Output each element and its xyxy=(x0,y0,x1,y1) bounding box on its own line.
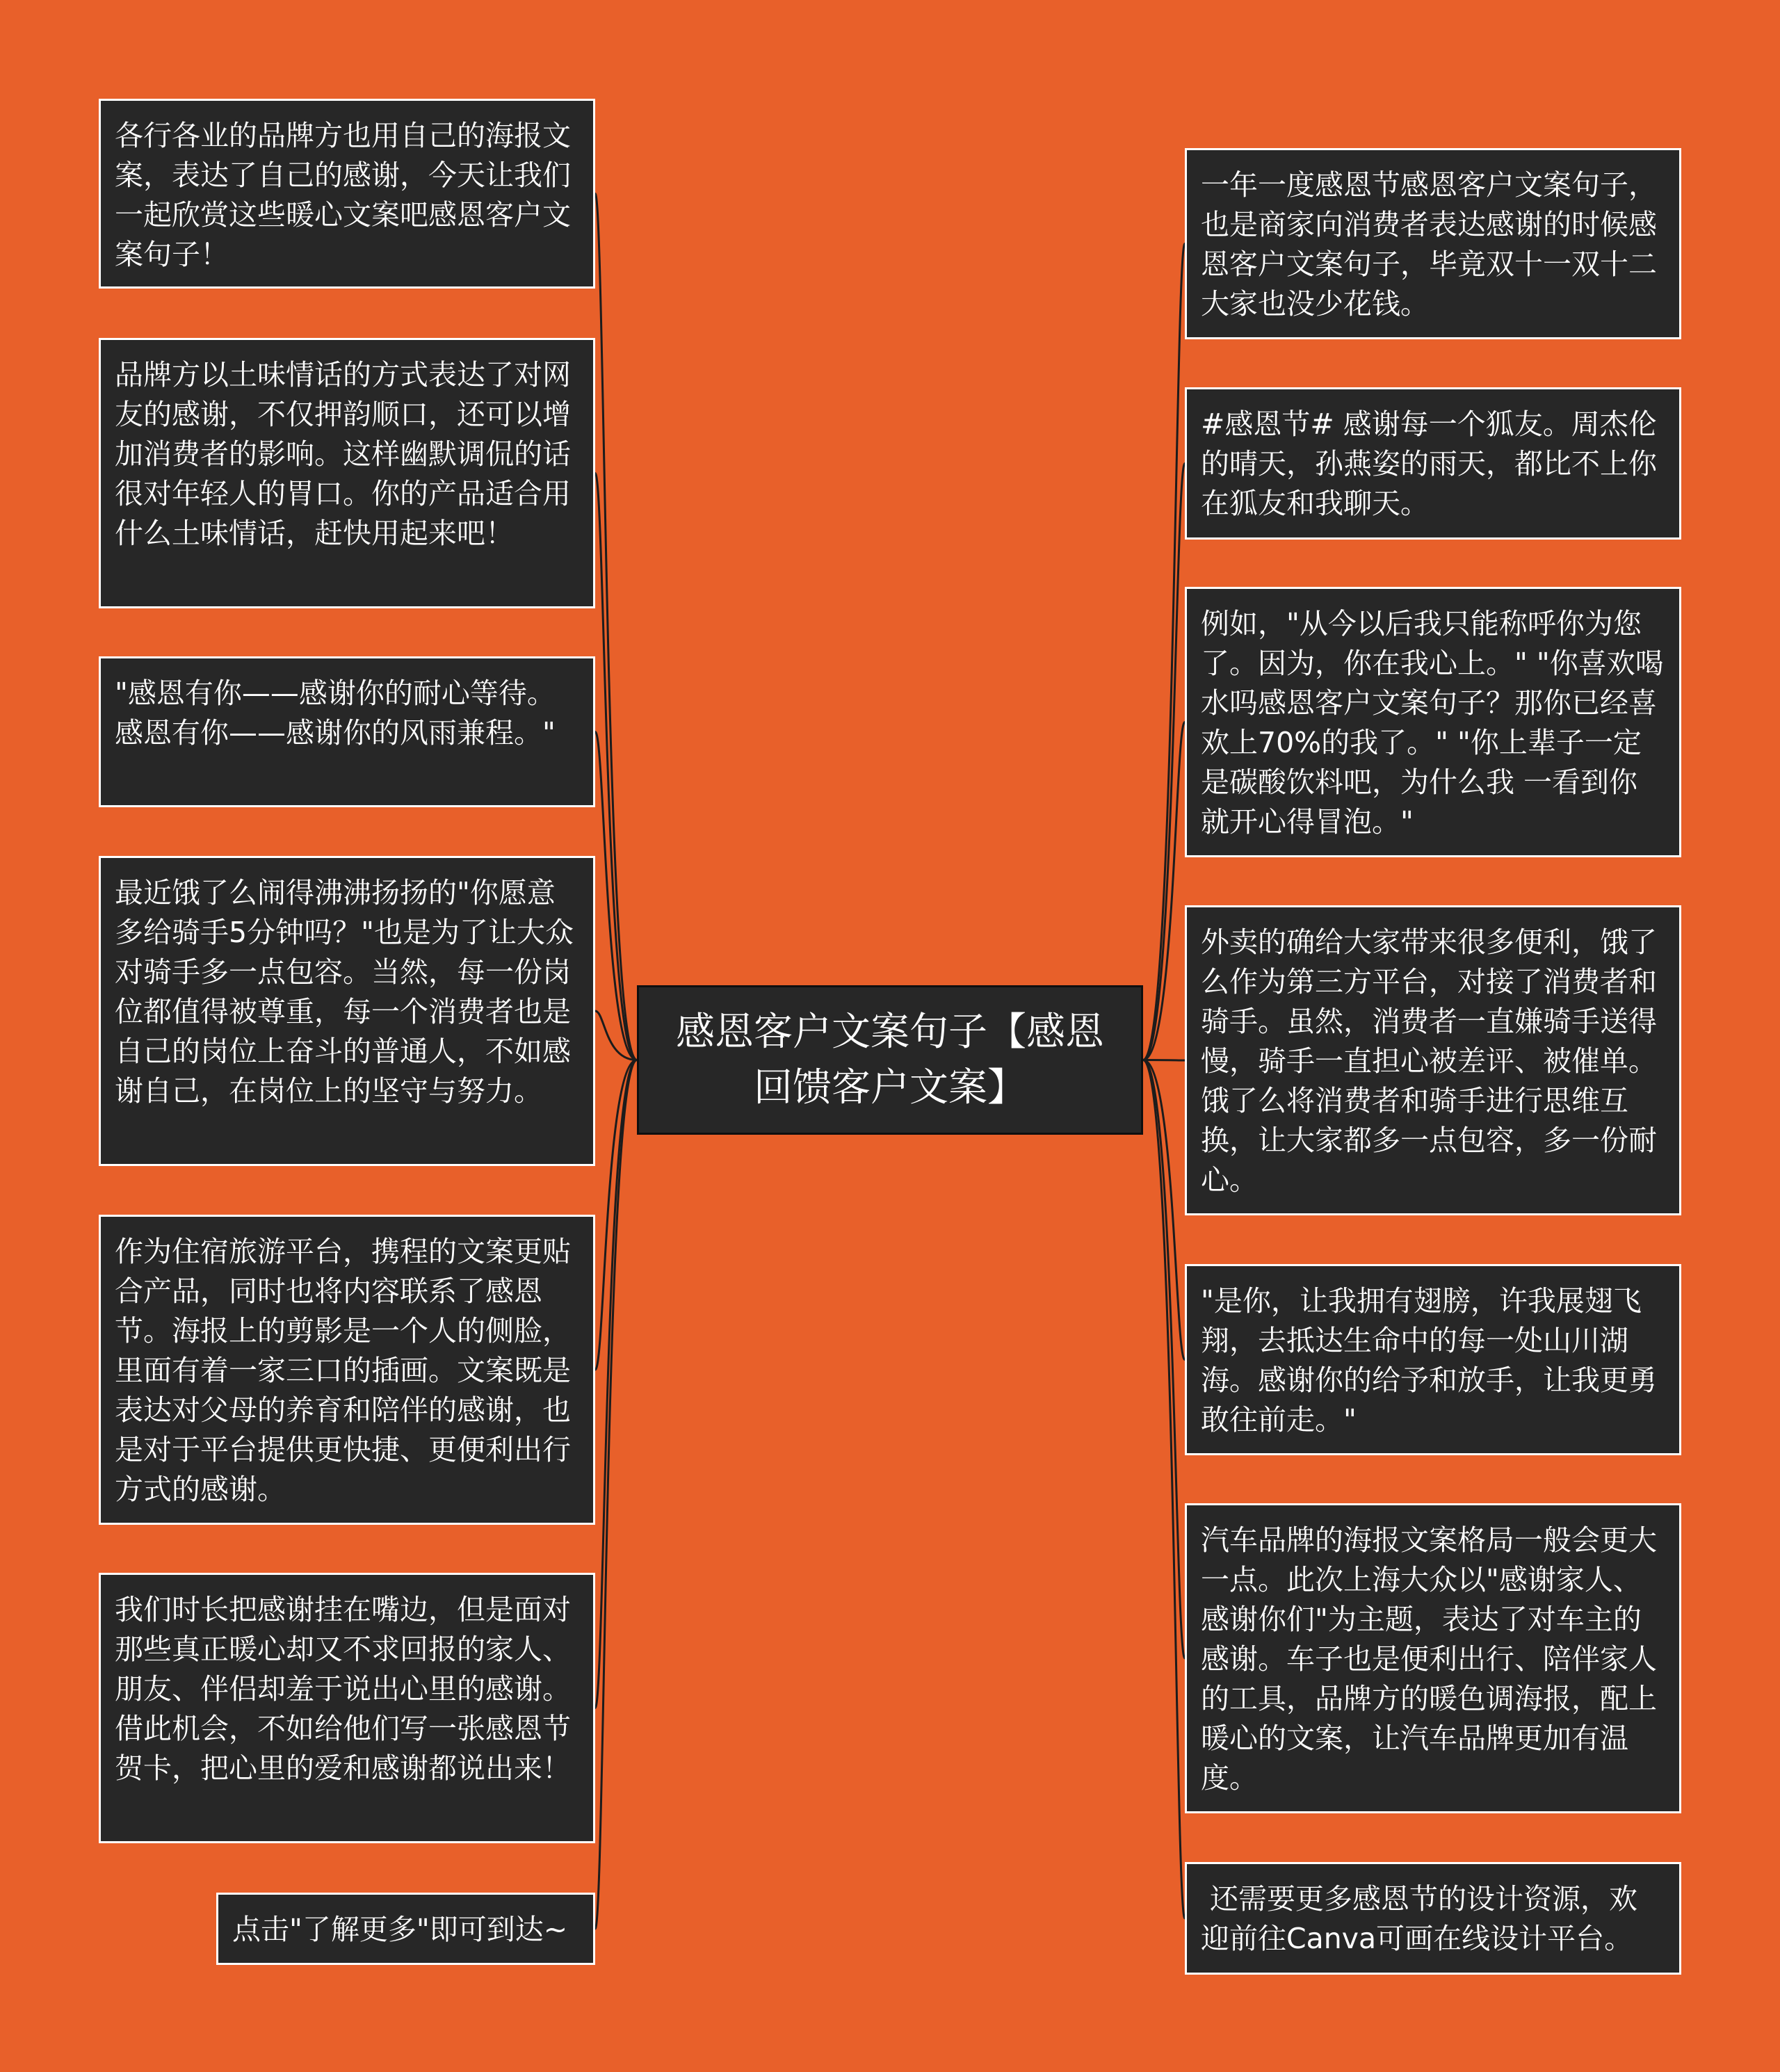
right-node-3[interactable]: 例如，"从今以后我只能称呼你为您了。因为，你在我心上。" "你喜欢喝水吗感恩客户文案句子？那你已经喜欢上70%的我了。" "你上辈子一定是碳酸饮料吧，为什么我 一看到你就开心得冒泡。" xyxy=(1185,587,1681,857)
left-connector-2 xyxy=(595,474,637,1060)
left-node-5[interactable]: 作为住宿旅游平台，携程的文案更贴合产品，同时也将内容联系了感恩节。海报上的剪影是一个人的侧脸，里面有着一家三口的插画。文案既是表达对父母的养育和陪伴的感谢，也是对于平台提供更快捷、更便利出行方式的感谢。 xyxy=(99,1215,595,1525)
right-connector-6 xyxy=(1143,1060,1185,1659)
central-topic-text: 感恩客户文案句子【感恩回馈客户文案】 xyxy=(676,1009,1104,1110)
right-node-5[interactable]: "是你，让我拥有翅膀，许我展翅飞翔，去抵达生命中的每一处山川湖海。感谢你的给予和放手，让我更勇敢往前走。" xyxy=(1185,1264,1681,1455)
left-node-2[interactable]: 品牌方以土味情话的方式表达了对网友的感谢，不仅押韵顺口，还可以增加消费者的影响。这样幽默调侃的话很对年轻人的胃口。你的产品适合用什么土味情话，赶快用起来吧！ xyxy=(99,338,595,608)
left-connector-5 xyxy=(595,1060,637,1370)
left-connector-6 xyxy=(595,1060,637,1708)
left-node-3[interactable]: "感恩有你——感谢你的耐心等待。感恩有你——感谢你的风雨兼程。" xyxy=(99,656,595,807)
right-node-2[interactable]: #感恩节# 感谢每一个狐友。周杰伦的晴天，孙燕姿的雨天，都比不上你在狐友和我聊天。 xyxy=(1185,387,1681,540)
right-node-6[interactable]: 汽车品牌的海报文案格局一般会更大一点。此次上海大众以"感谢家人、感谢你们"为主题，表达了对车主的感谢。车子也是便利出行、陪伴家人的工具，品牌方的暖色调海报，配上暖心的文案，让汽车品牌更加有温度。 xyxy=(1185,1503,1681,1813)
right-connector-4 xyxy=(1143,1060,1185,1061)
central-topic[interactable] xyxy=(637,985,1143,1135)
right-node-1[interactable]: 一年一度感恩节感恩客户文案句子，也是商家向消费者表达感谢的时候感恩客户文案句子，毕竟双十一双十二大家也没少花钱。 xyxy=(1185,148,1681,339)
left-node-7[interactable]: 点击"了解更多"即可到达~ xyxy=(216,1893,595,1965)
left-node-4[interactable]: 最近饿了么闹得沸沸扬扬的"你愿意多给骑手5分钟吗？"也是为了让大众对骑手多一点包容。当然，每一份岗位都值得被尊重，每一个消费者也是自己的岗位上奋斗的普通人，不如感谢自己，在岗位上的坚守与努力。 xyxy=(99,856,595,1166)
left-node-6[interactable]: 我们时长把感谢挂在嘴边，但是面对那些真正暖心却又不求回报的家人、朋友、伴侣却羞于说出心里的感谢。借此机会，不如给他们写一张感恩节贺卡，把心里的爱和感谢都说出来！ xyxy=(99,1573,595,1843)
right-node-4[interactable]: 外卖的确给大家带来很多便利，饿了么作为第三方平台，对接了消费者和骑手。虽然，消费者一直嫌骑手送得慢，骑手一直担心被差评、被催单。饿了么将消费者和骑手进行思维互换，让大家都多一点包容，多一份耐心。 xyxy=(1185,905,1681,1215)
right-connector-5 xyxy=(1143,1060,1185,1360)
right-node-7[interactable]: 还需要更多感恩节的设计资源，欢迎前往Canva可画在线设计平台。 xyxy=(1185,1862,1681,1975)
left-node-1[interactable]: 各行各业的品牌方也用自己的海报文案，表达了自己的感谢，今天让我们一起欣赏这些暖心文案吧感恩客户文案句子！ xyxy=(99,99,595,289)
